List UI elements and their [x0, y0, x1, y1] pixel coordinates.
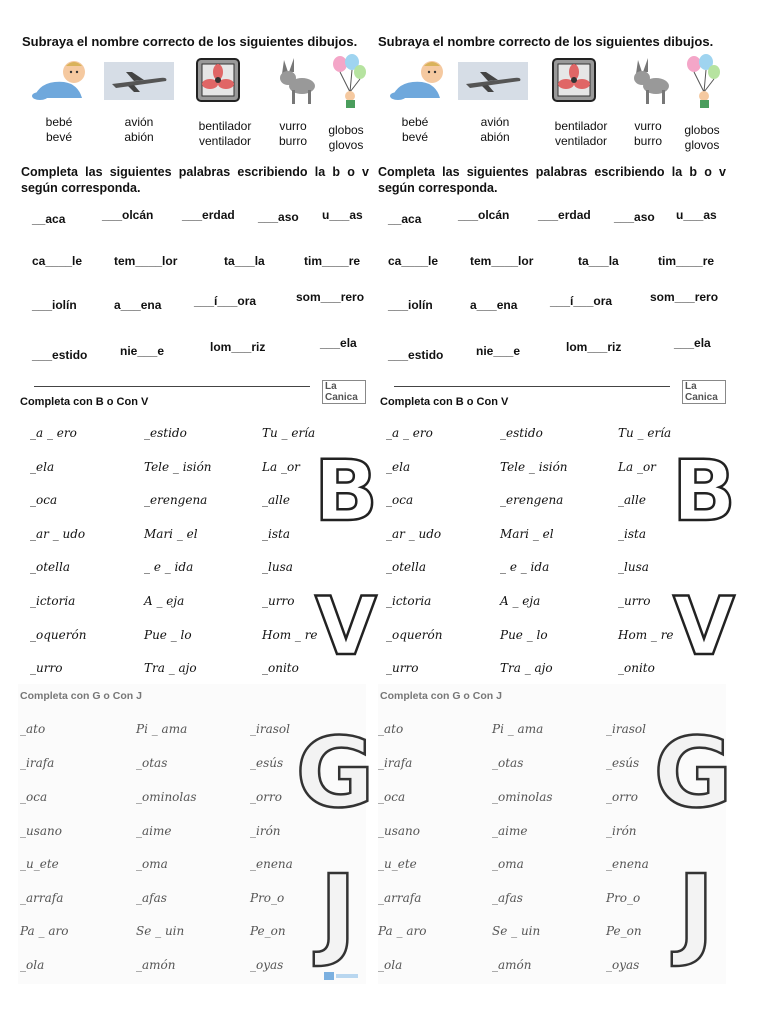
cursive-word[interactable]: _irafa: [378, 756, 413, 770]
cursive-word[interactable]: _urro: [386, 661, 419, 675]
fill-word[interactable]: ___olcán: [102, 208, 154, 222]
brand-logo: La Canica: [682, 380, 726, 404]
option-text[interactable]: bebé: [45, 115, 73, 129]
fill-word[interactable]: ___ela: [674, 336, 711, 350]
balloons-icon: [330, 54, 370, 110]
bv-title: Completa con B o Con V: [20, 396, 149, 408]
exercise-2-title: [378, 164, 726, 196]
cursive-word[interactable]: _oyas: [606, 958, 640, 972]
option-text[interactable]: bevé: [45, 130, 73, 144]
cursive-word[interactable]: _alle: [262, 493, 290, 507]
fill-word[interactable]: ca____le: [32, 254, 83, 268]
fill-word[interactable]: ___ela: [320, 336, 357, 350]
exercise-2-line-1: Completa las siguientes palabras escribiendo la b o v: [21, 165, 369, 179]
picture-1-options: [34, 115, 84, 145]
cursive-word[interactable]: _a _ ero: [30, 426, 77, 440]
cursive-word[interactable]: _u_ete: [378, 857, 417, 871]
cursive-word[interactable]: Pa _ aro: [378, 924, 427, 938]
cursive-word[interactable]: _arrafa: [20, 891, 64, 905]
cursive-word[interactable]: _urro: [618, 594, 651, 608]
airplane-icon: [104, 62, 174, 100]
option-text[interactable]: bentilador: [554, 119, 608, 133]
cursive-word[interactable]: _ista: [262, 527, 290, 541]
fill-word[interactable]: u___as: [676, 208, 717, 222]
cursive-word[interactable]: _onito: [618, 661, 655, 675]
cursive-word[interactable]: _otas: [136, 756, 168, 770]
donkey-icon: [276, 56, 318, 106]
bv-title: Completa con B o Con V: [380, 396, 509, 408]
gj-title: Completa con G o Con J: [380, 690, 502, 702]
cursive-word[interactable]: La _or: [618, 460, 656, 474]
cursive-word[interactable]: Tu _ ería: [618, 426, 672, 440]
cursive-word[interactable]: _ista: [618, 527, 646, 541]
cursive-word[interactable]: _arrafa: [378, 891, 422, 905]
fill-word[interactable]: som___rero: [650, 290, 719, 304]
cursive-word[interactable]: Pa _ aro: [20, 924, 69, 938]
picture-4-options: [273, 119, 313, 149]
option-text[interactable]: globos: [684, 123, 720, 137]
cursive-word[interactable]: _ominolas: [136, 790, 197, 804]
bv-worksheet: [378, 380, 737, 680]
cursive-word[interactable]: Pi _ ama: [492, 722, 544, 736]
option-text[interactable]: vurro: [634, 119, 662, 133]
fill-word[interactable]: som___rero: [296, 290, 365, 304]
option-text[interactable]: burro: [278, 134, 307, 148]
balloons-icon: [684, 54, 724, 110]
letter-j: J: [319, 853, 357, 970]
gj-worksheet: [18, 684, 375, 984]
gj-worksheet: [378, 684, 733, 984]
option-text[interactable]: ventilador: [198, 134, 252, 148]
fill-word[interactable]: a___ena: [114, 298, 162, 312]
fill-word[interactable]: ta___la: [224, 254, 265, 268]
cursive-word[interactable]: Hom _ re: [262, 628, 318, 642]
cursive-word[interactable]: _enena: [606, 857, 649, 871]
fill-word[interactable]: lom___riz: [566, 340, 622, 354]
cursive-word[interactable]: _oca: [378, 790, 406, 804]
fill-word[interactable]: __aca: [32, 212, 66, 226]
fill-word[interactable]: ___iolín: [388, 298, 433, 312]
cursive-word[interactable]: _esús: [606, 756, 640, 770]
cursive-word[interactable]: _erengena: [500, 493, 564, 507]
cursive-word[interactable]: _aime: [492, 824, 528, 838]
fill-word[interactable]: nie___e: [476, 344, 521, 358]
picture-1-options: [390, 115, 440, 145]
cursive-word[interactable]: _estido: [144, 426, 187, 440]
cursive-word[interactable]: _onito: [262, 661, 299, 675]
cursive-word[interactable]: _ar _ udo: [386, 527, 442, 541]
fill-word[interactable]: ___í___ora: [550, 294, 613, 308]
cursive-word[interactable]: _alle: [618, 493, 646, 507]
divider-line: [394, 386, 670, 387]
cursive-word[interactable]: _otas: [492, 756, 524, 770]
cursive-word[interactable]: Tele _ isión: [144, 460, 212, 474]
cursive-word[interactable]: _oca: [20, 790, 48, 804]
letter-g: G: [295, 717, 375, 829]
worksheet-right: [378, 0, 738, 1024]
cursive-word[interactable]: _orro: [250, 790, 282, 804]
cursive-word[interactable]: Pi _ ama: [136, 722, 188, 736]
cursive-word[interactable]: _otella: [30, 560, 70, 574]
fan-icon: [552, 58, 596, 102]
picture-5-options: [680, 123, 724, 153]
picture-2-options: [470, 115, 520, 145]
cursive-word[interactable]: _ e _ ida: [500, 560, 550, 574]
cursive-word[interactable]: Se _ uin: [136, 924, 185, 938]
option-text[interactable]: abión: [124, 130, 154, 144]
picture-5-options: [324, 123, 368, 153]
cursive-word[interactable]: _ictoria: [30, 594, 76, 608]
letter-g-graphic: [653, 717, 733, 829]
cursive-word[interactable]: _irasol: [606, 722, 646, 736]
cursive-word[interactable]: _afas: [136, 891, 167, 905]
option-text[interactable]: bevé: [401, 130, 429, 144]
baby-icon: [30, 58, 92, 102]
cursive-word[interactable]: _ictoria: [386, 594, 432, 608]
option-text[interactable]: glovos: [328, 138, 364, 152]
cursive-word[interactable]: _oma: [136, 857, 168, 871]
cursive-word[interactable]: _oquerón: [30, 628, 87, 642]
option-text[interactable]: avión: [124, 115, 154, 129]
cursive-word[interactable]: _ato: [378, 722, 404, 736]
cursive-word[interactable]: Pue _ lo: [144, 628, 192, 642]
bv-worksheet: [18, 380, 379, 680]
letter-b-graphic: [313, 442, 379, 540]
cursive-word[interactable]: Pro_o: [606, 891, 641, 905]
cursive-word[interactable]: A _ eja: [144, 594, 185, 608]
cursive-word[interactable]: _amón: [492, 958, 532, 972]
picture-3-options: [190, 119, 260, 149]
cursive-word[interactable]: _lusa: [618, 560, 649, 574]
cursive-word[interactable]: _oca: [386, 493, 414, 507]
fill-word[interactable]: ta___la: [578, 254, 619, 268]
fill-word[interactable]: ___aso: [614, 210, 655, 224]
fill-word[interactable]: ___aso: [258, 210, 299, 224]
gj-title: Completa con G o Con J: [20, 690, 142, 702]
fill-word[interactable]: nie___e: [120, 344, 165, 358]
letter-g-graphic: [295, 717, 375, 829]
option-text[interactable]: glovos: [684, 138, 720, 152]
letter-v-graphic: [673, 580, 735, 673]
fan-icon: [196, 58, 240, 102]
picture-2-options: [114, 115, 164, 145]
cursive-word[interactable]: Se _ uin: [492, 924, 541, 938]
letter-v: V: [315, 580, 377, 673]
cursive-word[interactable]: Tele _ isión: [500, 460, 568, 474]
cursive-word[interactable]: _oyas: [250, 958, 284, 972]
option-text[interactable]: ventilador: [554, 134, 608, 148]
cursive-word[interactable]: _ela: [30, 460, 55, 474]
option-text[interactable]: abión: [480, 130, 510, 144]
exercise-2-title: [21, 164, 369, 196]
cursive-word[interactable]: _ato: [20, 722, 46, 736]
airplane-icon: [458, 62, 528, 100]
cursive-word[interactable]: _esús: [250, 756, 284, 770]
fill-word[interactable]: ___olcán: [458, 208, 510, 222]
cursive-word[interactable]: Tu _ ería: [262, 426, 316, 440]
cursive-word[interactable]: _ominolas: [492, 790, 553, 804]
fill-word[interactable]: __aca: [388, 212, 422, 226]
fill-word[interactable]: tem____lor: [114, 254, 178, 268]
fill-word[interactable]: ___í___ora: [194, 294, 257, 308]
fill-word[interactable]: a___ena: [470, 298, 518, 312]
cursive-word[interactable]: _ola: [378, 958, 403, 972]
donkey-icon: [630, 56, 672, 106]
publisher-logo-icon: [324, 968, 360, 982]
cursive-word[interactable]: Mari _ el: [500, 527, 554, 541]
cursive-word[interactable]: Pe_on: [606, 924, 642, 938]
letter-v: V: [673, 580, 735, 673]
cursive-word[interactable]: _oma: [492, 857, 524, 871]
cursive-word[interactable]: _enena: [250, 857, 293, 871]
cursive-word[interactable]: _orro: [606, 790, 638, 804]
fill-word[interactable]: ___estido: [388, 348, 444, 362]
picture-4-options: [628, 119, 668, 149]
cursive-word[interactable]: _otella: [386, 560, 426, 574]
letter-b: B: [313, 442, 379, 540]
cursive-word[interactable]: _u_ete: [20, 857, 59, 871]
option-text[interactable]: burro: [633, 134, 662, 148]
cursive-word[interactable]: _irafa: [20, 756, 55, 770]
option-text[interactable]: vurro: [279, 119, 307, 133]
option-text[interactable]: bebé: [401, 115, 429, 129]
cursive-word[interactable]: _usano: [20, 824, 62, 838]
baby-icon: [388, 58, 450, 102]
exercise-1-title: Subraya el nombre correcto de los siguientes dibujos.: [378, 34, 714, 49]
cursive-word[interactable]: _irón: [606, 824, 637, 838]
fill-word[interactable]: ___erdad: [182, 208, 235, 222]
cursive-word[interactable]: Tra _ ajo: [500, 661, 553, 675]
cursive-word[interactable]: _oquerón: [386, 628, 443, 642]
letter-j-graphic: [674, 853, 718, 970]
cursive-word[interactable]: Tra _ ajo: [144, 661, 197, 675]
letter-b: B: [671, 442, 737, 540]
cursive-word[interactable]: _amón: [136, 958, 176, 972]
cursive-word[interactable]: Hom _ re: [618, 628, 674, 642]
option-text[interactable]: avión: [480, 115, 510, 129]
cursive-word[interactable]: La _or: [262, 460, 300, 474]
worksheet-left: [18, 0, 378, 1024]
fill-word[interactable]: ___erdad: [538, 208, 591, 222]
picture-3-options: [546, 119, 616, 149]
letter-j: J: [677, 853, 715, 970]
cursive-word[interactable]: _ela: [386, 460, 411, 474]
cursive-word[interactable]: _irón: [250, 824, 281, 838]
cursive-word[interactable]: _afas: [492, 891, 523, 905]
letter-j-graphic: [316, 853, 360, 970]
cursive-word[interactable]: A _ eja: [500, 594, 541, 608]
cursive-word[interactable]: Pe_on: [250, 924, 286, 938]
exercise-2-line-2: según corresponda.: [21, 181, 141, 195]
exercise-2-line-2: según corresponda.: [378, 181, 498, 195]
cursive-word[interactable]: Mari _ el: [144, 527, 198, 541]
cursive-word[interactable]: _ar _ udo: [30, 527, 86, 541]
cursive-word[interactable]: _lusa: [262, 560, 293, 574]
cursive-word[interactable]: _irasol: [250, 722, 290, 736]
fill-word[interactable]: ___estido: [32, 348, 88, 362]
cursive-word[interactable]: _oca: [30, 493, 58, 507]
cursive-word[interactable]: _urro: [30, 661, 63, 675]
brand-logo: La Canica: [322, 380, 366, 404]
fill-word[interactable]: lom___riz: [210, 340, 266, 354]
letter-b-graphic: [671, 442, 737, 540]
cursive-word[interactable]: Pro_o: [250, 891, 285, 905]
fill-word[interactable]: ___iolín: [32, 298, 77, 312]
exercise-2-line-1: Completa las siguientes palabras escribiendo la b o v: [378, 165, 726, 179]
cursive-word[interactable]: _ e _ ida: [144, 560, 194, 574]
fill-word[interactable]: tem____lor: [470, 254, 534, 268]
cursive-word[interactable]: _estido: [500, 426, 543, 440]
cursive-word[interactable]: _a _ ero: [386, 426, 433, 440]
cursive-word[interactable]: _aime: [136, 824, 172, 838]
option-text[interactable]: bentilador: [198, 119, 252, 133]
cursive-word[interactable]: _usano: [378, 824, 420, 838]
letter-v-graphic: [315, 580, 377, 673]
cursive-word[interactable]: Pue _ lo: [500, 628, 548, 642]
cursive-word[interactable]: _urro: [262, 594, 295, 608]
fill-word[interactable]: tim____re: [304, 254, 361, 268]
option-text[interactable]: globos: [328, 123, 364, 137]
letter-g: G: [653, 717, 733, 829]
divider-line: [34, 386, 310, 387]
cursive-word[interactable]: _erengena: [144, 493, 208, 507]
fill-word[interactable]: u___as: [322, 208, 363, 222]
fill-word[interactable]: tim____re: [658, 254, 715, 268]
cursive-word[interactable]: _ola: [20, 958, 45, 972]
exercise-1-title: Subraya el nombre correcto de los siguientes dibujos.: [22, 34, 358, 49]
fill-word[interactable]: ca____le: [388, 254, 439, 268]
